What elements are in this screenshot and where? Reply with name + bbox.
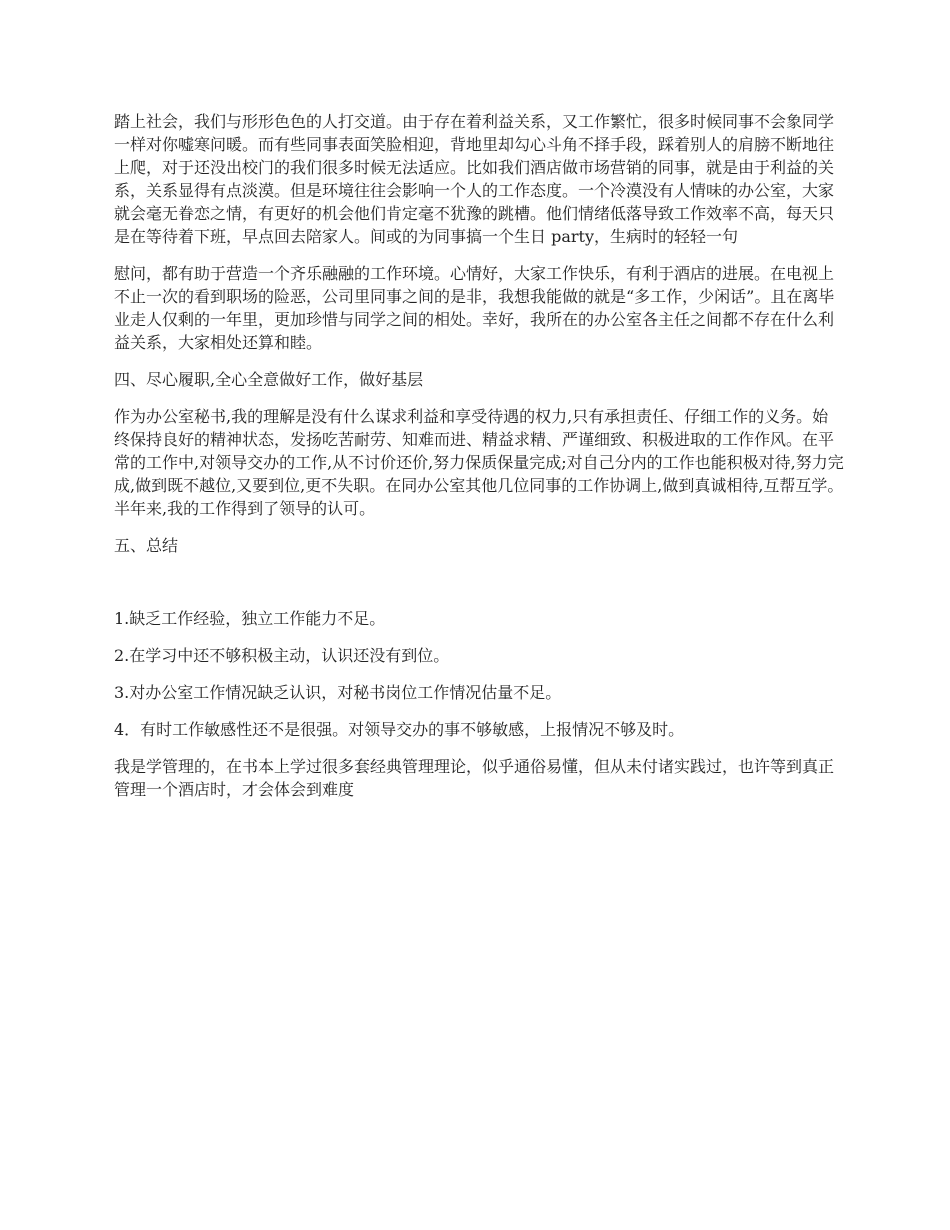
section-heading-five: 五、总结 bbox=[114, 536, 179, 555]
list-item-1: 1.缺乏工作经验，独立工作能力不足。 bbox=[114, 609, 386, 628]
paragraph-work-environment: 慰问，都有助于营造一个齐乐融融的工作环境。心情好，大家工作快乐，有利于酒店的进展。在电视上不止一次的看到职场的险恶，公司里同事之间的是非，我想我能做的就是“多工作，少闲话”。且在离毕业走人仅剩的一年里，更加珍惜与同学之间的相处。幸好，我所在的办公室各主任之间都不存在什么利益关系，大家相处还算和睦。 bbox=[114, 264, 835, 352]
paragraph-secretary-duties: 作为办公室秘书,我的理解是没有什么谋求利益和享受待遇的权力,只有承担责任、仔细工作的义务。始终保持良好的精神状态，发扬吃苦耐劳、知难而进、精益求精、严谨细致、积极进取的工作作风。在平常的工作中,对领导交办的工作,从不讨价还价,努力保质保量完成;对自己分内的工作也能积极对待,努力完成,做到既不越位,又要到位,更不失职。在同办公室其他几位同事的工作协调上,做到真诚相待,互帮互学。半年来,我的工作得到了领导的认可。 bbox=[114, 407, 844, 518]
document-body bbox=[114, 110, 844, 815]
section-heading-four: 四、尽心履职,全心全意做好工作，做好基层 bbox=[114, 370, 424, 389]
list-item-4: 4．有时工作敏感性还不是很强。对领导交办的事不够敏感，上报情况不够及时。 bbox=[114, 720, 685, 739]
list-item-2: 2.在学习中还不够积极主动，认识还没有到位。 bbox=[114, 646, 450, 665]
list-item-3: 3.对办公室工作情况缺乏认识，对秘书岗位工作情况估量不足。 bbox=[114, 683, 562, 702]
paragraph-workplace-relations: 踏上社会，我们与形形色色的人打交道。由于存在着利益关系，又工作繁忙，很多时候同事不会象同学一样对你嘘寒问暖。而有些同事表面笑脸相迎，背地里却勾心斗角不择手段，踩着别人的肩膀不断地往上爬，对于还没出校门的我们很多时候无法适应。比如我们酒店做市场营销的同事，就是由于利益的关系，关系显得有点淡漠。但是环境往往会影响一个人的工作态度。一个冷漠没有人情味的办公室，大家就会毫无眷恋之情，有更好的机会他们肯定毫不犹豫的跳槽。他们情绪低落导致工作效率不高，每天只是在等待着下班，早点回去陪家人。间或的为同事搞一个生日 party，生病时的轻轻一句 bbox=[114, 112, 835, 246]
paragraph-management-study: 我是学管理的，在书本上学过很多套经典管理理论，似乎通俗易懂，但从未付诸实践过，也许等到真正管理一个酒店时，才会体会到难度 bbox=[114, 757, 835, 799]
